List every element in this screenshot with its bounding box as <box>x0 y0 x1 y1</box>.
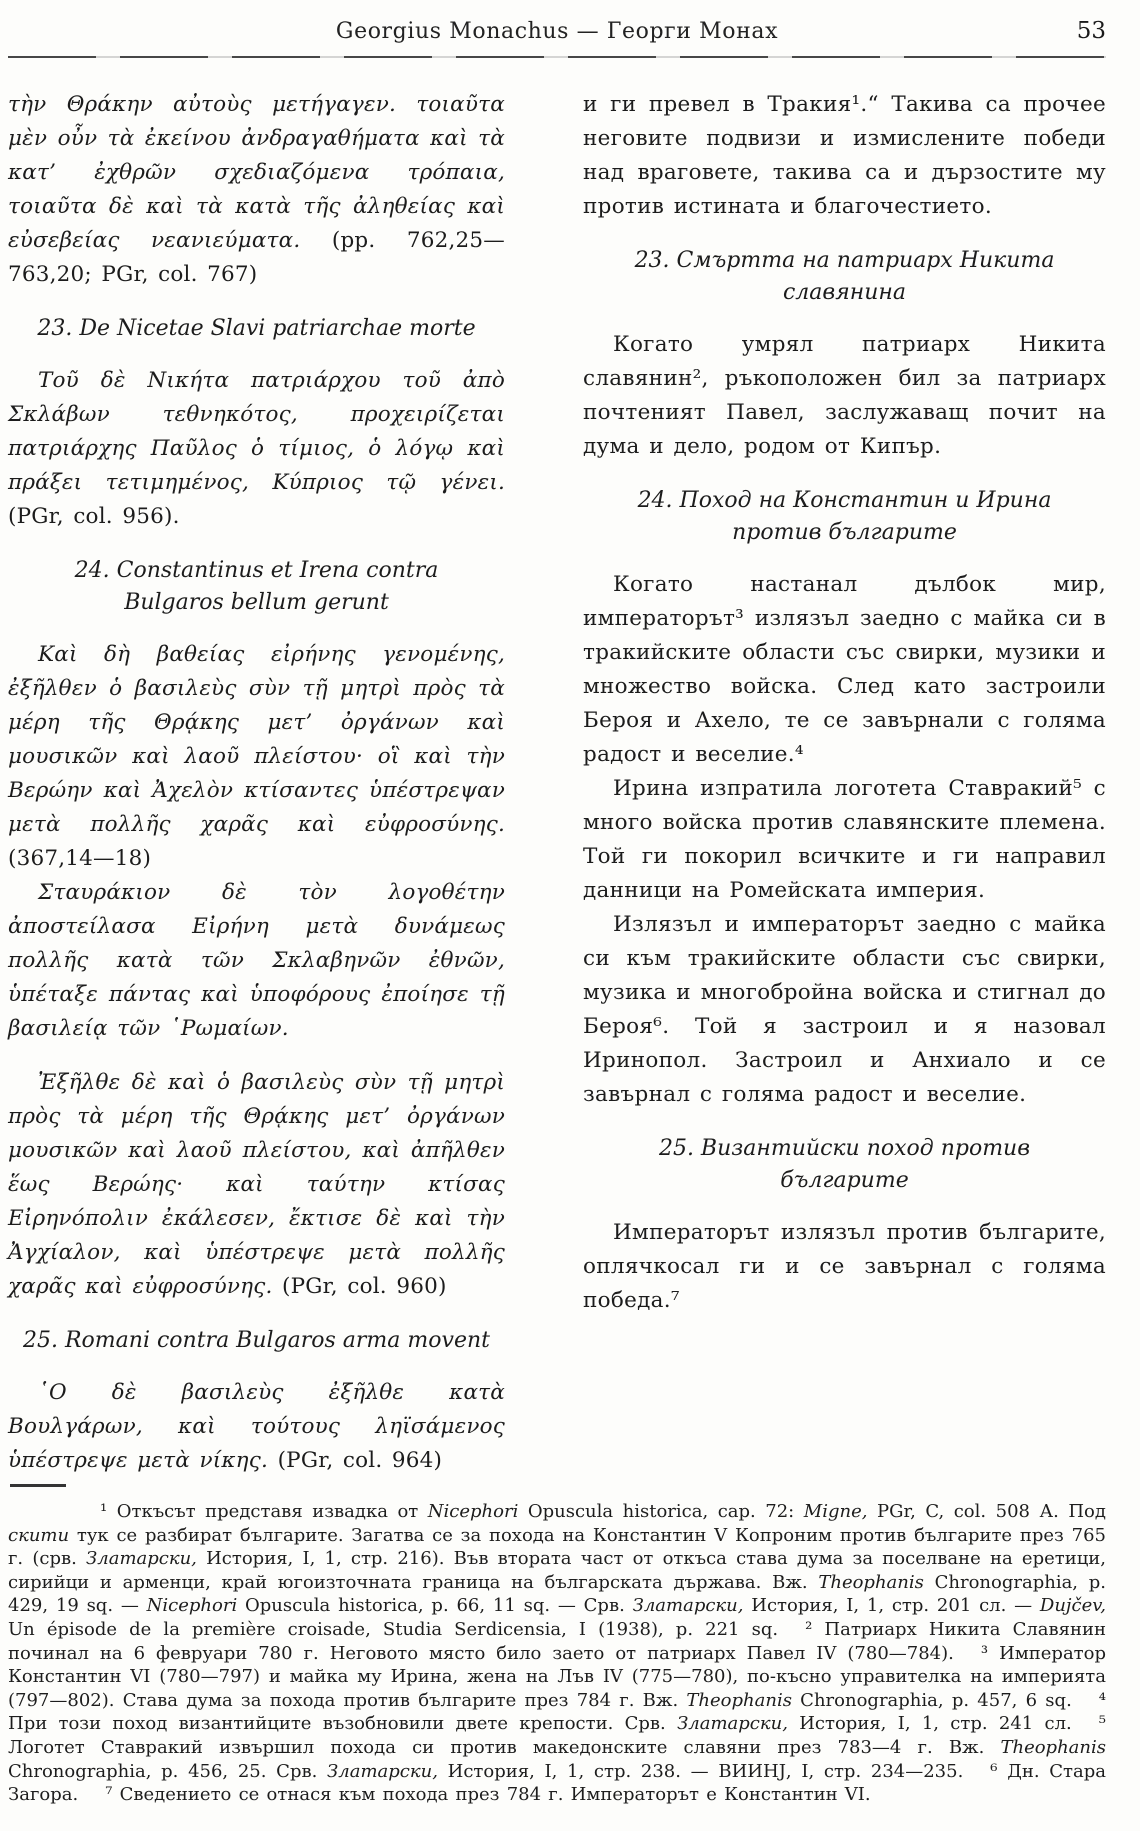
greek-paragraph-intro <box>8 88 505 292</box>
section-heading-24-bulgarian: 24. Поход на Константин и Ирина против българите <box>637 488 1052 545</box>
running-title: Georgius Monachus — Георги Монах <box>335 19 779 44</box>
greek-paragraph-24a <box>8 638 505 876</box>
footnote-segment: Nicephori <box>427 1501 519 1522</box>
bulgarian-paragraph-24a: Когато настанал дълбок мир, императорът³ излязъл заедно с майка си в тракийските области със свирки, музики и множество войска. След като застроили Бероя и Ахело, те се завърнали с голяма радост и веселие.⁴ <box>583 572 1106 767</box>
footnote-segment: История, I, 1, стр. 216). Във втората част от откъса става дума за поселване на еретици, сирийци и арменци, край югоизточната граница на българската държава. Вж. <box>8 1548 1106 1593</box>
footnote-segment: Dujčev, <box>1039 1595 1106 1617</box>
footnote-segment: Nicephori <box>146 1595 238 1617</box>
page-number: 53 <box>1076 18 1106 44</box>
footnote-segment: тук се разбират българите. Загатва се за похода на Константин V Копроним против българите през 765 г. (срв. <box>8 1524 1106 1570</box>
section-heading-25-bulgarian: 25. Византийски поход против българите <box>658 1136 1031 1193</box>
greek-latin-column <box>8 88 505 1478</box>
section-heading-23-latin: 23. De Nicetae Slavi patriarchae morte <box>37 316 476 341</box>
greek-text: Καὶ δὴ βαθείας εἰρήνης γενομένης, ἐξῆλθεν ὁ βασιλεὺς σὺν τῇ μητρὶ πρὸς τὰ μέρη τῆς Θρᾴκης μετ’ ὀργάνων καὶ μουσικῶν καὶ λαοῦ πλείστου· οἳ καὶ τὴν Βερώην καὶ Ἀχελὸν κτίσαντες ὑπέστρεψαν μετὰ πολλῆς χαρᾶς καὶ εὐφροσύνης. <box>8 642 505 837</box>
section-heading-25-latin: 25. Romani contra Bulgaros arma movent <box>23 1328 490 1353</box>
footnote-segment: Златарски, <box>86 1548 197 1570</box>
footnote-segment: PGr, C, col. 508 А. Под <box>867 1501 1106 1522</box>
citation: (pp. 762,25—763,20; PGr, col. 767) <box>8 228 505 287</box>
bulgarian-paragraph-24c: Излязъл и императорът заедно с майка си към тракийските области със свирки, музика и многобройна войска и стигнал до Бероя⁶. Той я застроил и я назовал Иринопол. Застроил и Анхиало и се завърнал с голяма радост и веселие. <box>583 912 1106 1107</box>
bulgarian-paragraph-25: Императорът излязъл против българите, оплячкосал ги и се завърнал с голяма победа.⁷ <box>583 1220 1106 1313</box>
section-heading-24-latin: 24. Constantinus et Irena contra Bulgaros bellum gerunt <box>74 558 439 615</box>
footnote-segment: История, I, 1, стр. 201 сл. — <box>743 1595 1040 1617</box>
greek-paragraph-24b <box>8 876 505 1046</box>
bulgarian-paragraph-intro: и ги превел в Тракия¹.“ Такива са прочее неговите подвизи и измислените победи над враговете, такива са и дързостите му против истината и благочестието. <box>583 92 1106 219</box>
greek-paragraph-23 <box>8 364 505 534</box>
citation: (367,14—18) <box>8 846 152 871</box>
footnote-segment: скити <box>8 1524 70 1546</box>
footnote-segment: Theophanis <box>686 1689 792 1711</box>
footnote-segment: Златарски, <box>677 1713 788 1735</box>
footnote-segment: ¹ Откъсът представя извадка от <box>100 1501 428 1522</box>
footnote-segment: История, I, 1, стр. 238. — ВИИНЈ, I, стр. 234—235. ⁶ Дн. Стара Загора. ⁷ Сведението се отнася към похода през 784 г. Императорът е Константин VI. <box>8 1760 1106 1806</box>
two-column-body <box>8 58 1106 1478</box>
footnote-segment: Theophanis <box>1000 1736 1106 1758</box>
footnote-segment: Opuscula historica, p. 66, 11 sq. — Срв. <box>237 1595 633 1617</box>
greek-text: τὴν Θράκην αὐτοὺς μετήγαγεν. τοιαῦτα μὲν οὖν τὰ ἐκείνου ἀνδραγαθήματα καὶ τὰ κατ’ ἐχθρῶν σχεδιαζόμενα τρόπαια, τοιαῦτα δὲ καὶ τὰ κατὰ τῆς ἀληθείας καὶ εὐσεβείας νεανιεύματα. <box>8 92 505 253</box>
citation: (PGr, col. 964) <box>277 1448 443 1473</box>
footnote-segment: Chronographia, p. 429, 19 sq. — <box>8 1571 1106 1617</box>
footnote-segment: Chronographia, p. 456, 25. Срв. <box>8 1760 328 1782</box>
bulgarian-paragraph-23: Когато умрял патриарх Никита славянин², ръкоположен бил за патриарх почтеният Павел, заслужаващ почит на дума и дело, родом от Кипър. <box>583 332 1106 459</box>
footnote-segment: Златарски, <box>632 1595 744 1617</box>
footnote-segment: Opuscula historica, cap. 72: <box>518 1501 804 1522</box>
footnote-segment: Theophanis <box>818 1571 924 1593</box>
footnote-segment: Un épisode de la première croisade, Studia Serdicensia, I (1938), p. 221 sq. ² Патриарх Никита Славянин починал на 6 февруари 780 г. Неговото място било заето от патриарх Павел IV (780—784). ³ Император Константин VI (780—797) и майка му Ирина, жена на Лъв IV (775—780), по-късно управителка на империята (797—802). Става дума за похода против българите през 784 г. Вж. <box>8 1618 1106 1711</box>
bulgarian-paragraph-24b: Ирина изпратила логотета Ставракий⁵ с много войска против славянските племена. Той ги покорил всичките и ги направил данници на Ромейската империя. <box>583 776 1106 903</box>
greek-text: ῾Ο δὲ βασιλεὺς ἐξῆλθε κατὰ Βουλγάρων, καὶ τούτους ληϊσάμενος ὑπέστρεψε μετὰ νίκης. <box>8 1380 505 1473</box>
citation: (PGr, col. 956). <box>8 504 180 529</box>
running-head <box>8 18 1106 44</box>
greek-paragraph-24c <box>8 1066 505 1304</box>
footnote-separator <box>10 1484 66 1487</box>
footnote-segment: Chronographia, p. 457, 6 sq. ⁴ При този поход византийците възобновили двете крепости. Срв. <box>8 1689 1107 1735</box>
footnotes-block <box>8 1478 1106 1807</box>
footnote-segment: История, I, 1, стр. 241 сл. ⁵ Логотет Ставракий извършил похода си против македонските славяни през 783—4 г. Вж. <box>8 1713 1106 1758</box>
footnotes-text <box>8 1500 1106 1807</box>
greek-paragraph-25 <box>8 1376 505 1478</box>
citation: (PGr, col. 960) <box>282 1274 447 1299</box>
footnote-segment: Migne, <box>803 1501 868 1522</box>
greek-text: Τοῦ δὲ Νικήτα πατριάρχου τοῦ ἀπὸ Σκλάβων τεθνηκότος, προχειρίζεται πατριάρχης Παῦλος ὁ τίμιος, ὁ λόγῳ καὶ πράξει τετιμημένος, Κύπριος τῷ γένει. <box>8 368 505 495</box>
greek-text: Σταυράκιον δὲ τὸν λογοθέτην ἀποστείλασα Εἰρήνη μετὰ δυνάμεως πολλῆς κατὰ τῶν Σκλαβηνῶν ἐθνῶν, ὑπέταξε πάντας καὶ ὑποφόρους ἐποίησε τῇ βασιλείᾳ τῶν ῾Ρωμαίων. <box>8 880 505 1041</box>
greek-text: Ἐξῆλθε δὲ καὶ ὁ βασιλεὺς σὺν τῇ μητρὶ πρὸς τὰ μέρη τῆς Θρᾴκης μετ’ ὀργάνων μουσικῶν καὶ λαοῦ πλείστου, καὶ ἀπῆλθεν ἕως Βερώης· καὶ ταύτην κτίσας Εἰρηνόπολιν ἐκάλεσεν, ἔκτισε δὲ καὶ τὴν Ἀγχίαλον, καὶ ὑπέστρεψε μετὰ πολλῆς χαρᾶς καὶ εὐφροσύνης. <box>8 1070 505 1299</box>
footnote-segment: Златарски, <box>327 1760 438 1782</box>
section-heading-23-bulgarian: 23. Смъртта на патриарх Никита славянина <box>634 248 1055 305</box>
bulgarian-column <box>583 88 1106 1478</box>
